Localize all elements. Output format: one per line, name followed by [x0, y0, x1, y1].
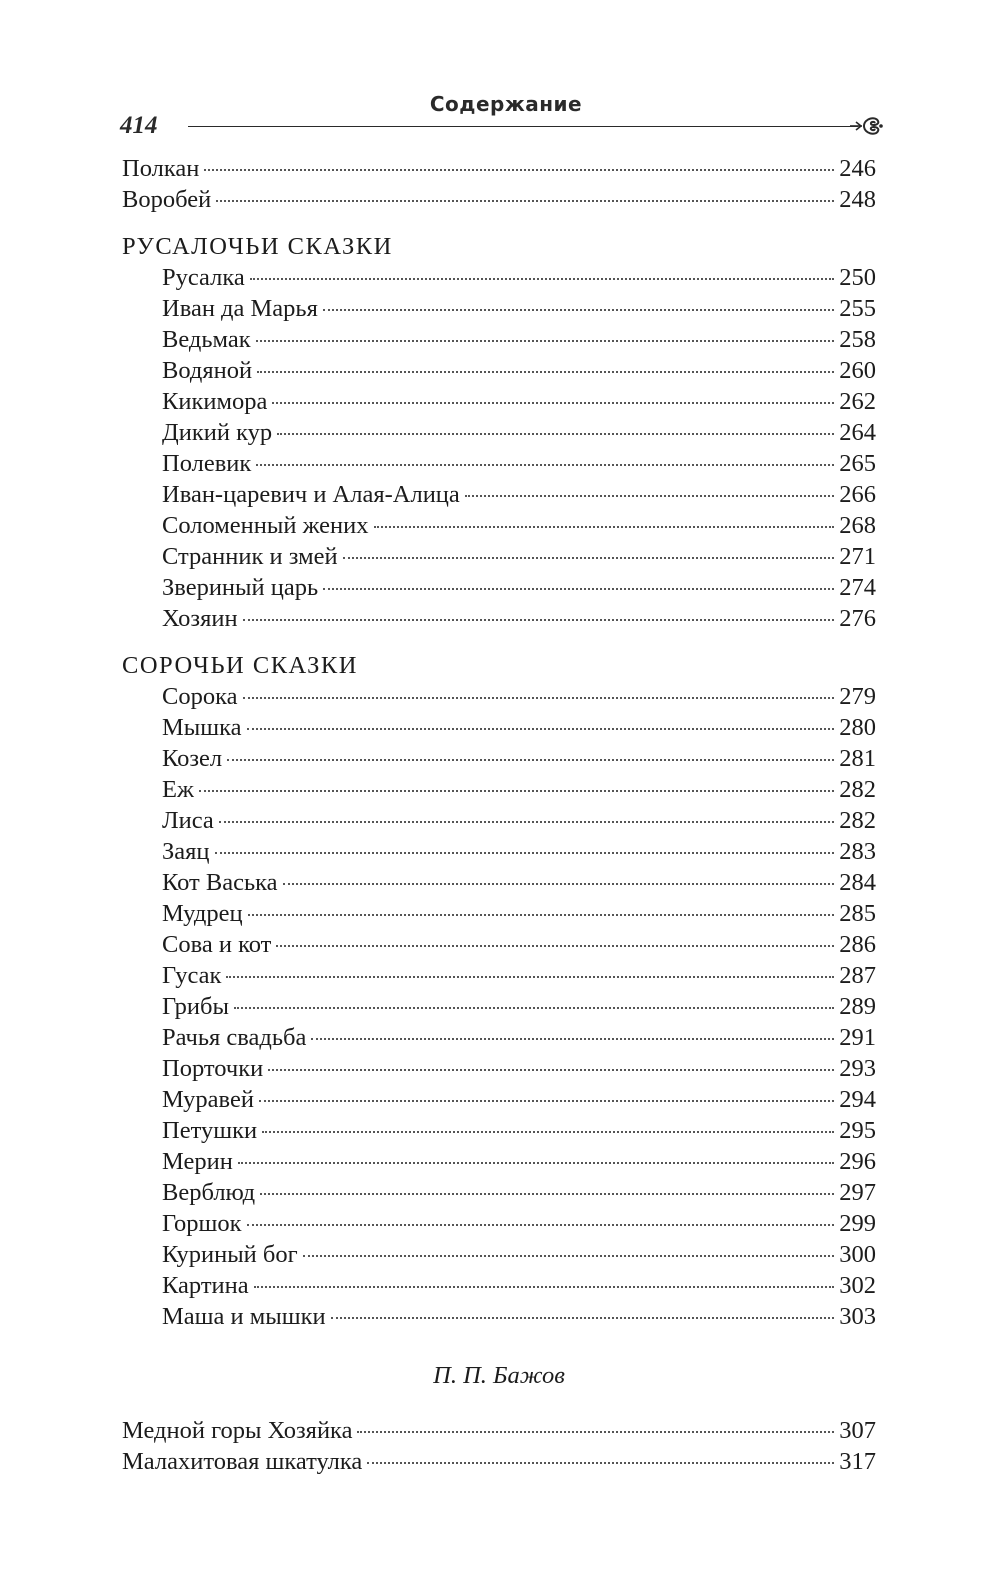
entry-title: Лиса	[162, 807, 214, 834]
entry-page-number: 274	[839, 574, 876, 601]
dot-leader	[256, 464, 834, 466]
entry-title: Петушки	[162, 1117, 258, 1144]
dot-leader	[303, 1255, 835, 1257]
page-header	[120, 88, 892, 146]
toc-entry	[122, 479, 876, 510]
entry-page-number: 291	[839, 1024, 876, 1051]
entry-page-number: 258	[839, 326, 876, 353]
entry-title: Соломенный жених	[162, 512, 369, 539]
entry-title: Дикий кур	[162, 419, 273, 446]
section-heading: СОРОЧЬИ СКАЗКИ	[122, 652, 358, 679]
dot-leader	[357, 1431, 834, 1433]
entry-title: Сова и кот	[162, 931, 272, 958]
header-rule	[188, 126, 858, 127]
dot-leader	[254, 1286, 835, 1288]
toc-entry	[122, 184, 876, 215]
toc-entry	[122, 603, 876, 634]
entry-page-number: 296	[839, 1148, 876, 1175]
entry-title: Картина	[162, 1272, 249, 1299]
dot-leader	[248, 914, 835, 916]
entry-title: Мудрец	[162, 900, 243, 927]
entry-page-number: 266	[839, 481, 876, 508]
entry-page-number: 284	[839, 869, 876, 896]
toc-entry	[122, 1415, 876, 1446]
dot-leader	[219, 821, 834, 823]
dot-leader	[199, 790, 834, 792]
entry-title: Порточки	[162, 1055, 264, 1082]
entry-page-number: 268	[839, 512, 876, 539]
toc-entry	[122, 867, 876, 898]
toc-entry	[122, 1053, 876, 1084]
entry-page-number: 271	[839, 543, 876, 570]
entry-page-number: 276	[839, 605, 876, 632]
entry-page-number: 307	[839, 1417, 876, 1444]
entry-title: Гусак	[162, 962, 222, 989]
dot-leader	[259, 1100, 834, 1102]
entry-title: Грибы	[162, 993, 229, 1020]
entry-title: Мерин	[162, 1148, 233, 1175]
entry-title: Муравей	[162, 1086, 254, 1113]
dot-leader	[374, 526, 835, 528]
dot-leader	[268, 1069, 834, 1071]
entry-title: Заяц	[162, 838, 210, 865]
dot-leader	[260, 1193, 834, 1195]
toc-entry	[122, 1270, 876, 1301]
toc-entry	[122, 1239, 876, 1270]
ornament-icon	[850, 110, 890, 140]
toc-entry	[122, 262, 876, 293]
dot-leader	[277, 433, 834, 435]
dot-leader	[283, 883, 835, 885]
entry-title: Еж	[162, 776, 194, 803]
entry-title: Мышка	[162, 714, 242, 741]
entry-page-number: 283	[839, 838, 876, 865]
dot-leader	[331, 1317, 835, 1319]
entry-page-number: 293	[839, 1055, 876, 1082]
toc-entry	[122, 712, 876, 743]
dot-leader	[227, 759, 834, 761]
entry-page-number: 300	[839, 1241, 876, 1268]
dot-leader	[247, 728, 835, 730]
dot-leader	[323, 588, 834, 590]
running-title: Содержание	[429, 92, 583, 116]
table-of-contents	[122, 153, 876, 1477]
section-heading: РУСАЛОЧЬИ СКАЗКИ	[122, 233, 393, 260]
toc-entry	[122, 991, 876, 1022]
dot-leader	[276, 945, 834, 947]
entry-title: Кикимора	[162, 388, 268, 415]
toc-entry	[122, 1177, 876, 1208]
toc-entry	[122, 324, 876, 355]
toc-entry	[122, 1208, 876, 1239]
dot-leader	[323, 309, 834, 311]
dot-leader	[243, 619, 835, 621]
entry-page-number: 280	[839, 714, 876, 741]
entry-title: Медной горы Хозяйка	[122, 1417, 353, 1444]
toc-entry	[122, 153, 876, 184]
toc-entry	[122, 1146, 876, 1177]
entry-title: Рачья свадьба	[162, 1024, 307, 1051]
toc-entry	[122, 960, 876, 991]
entry-page-number: 303	[839, 1303, 876, 1330]
entry-title: Сорока	[162, 683, 238, 710]
entry-title: Иван да Марья	[162, 295, 318, 322]
entry-page-number: 317	[839, 1448, 876, 1475]
dot-leader	[343, 557, 835, 559]
toc-entry	[122, 510, 876, 541]
toc-entry	[122, 1115, 876, 1146]
dot-leader	[216, 200, 834, 202]
entry-title: Русалка	[162, 264, 245, 291]
entry-page-number: 246	[839, 155, 876, 182]
dot-leader	[311, 1038, 834, 1040]
dot-leader	[257, 371, 834, 373]
dot-leader	[262, 1131, 834, 1133]
entry-title: Маша и мышки	[162, 1303, 326, 1330]
entry-title: Полкан	[122, 155, 200, 182]
dot-leader	[243, 697, 835, 699]
entry-page-number: 282	[839, 807, 876, 834]
toc-entry	[122, 1301, 876, 1332]
toc-entry	[122, 774, 876, 805]
dot-leader	[256, 340, 835, 342]
entry-page-number: 264	[839, 419, 876, 446]
entry-page-number: 281	[839, 745, 876, 772]
toc-entry	[122, 386, 876, 417]
entry-title: Горшок	[162, 1210, 242, 1237]
toc-entry	[122, 1446, 876, 1477]
entry-title: Куриный бог	[162, 1241, 298, 1268]
toc-entry	[122, 572, 876, 603]
entry-title: Звериный царь	[162, 574, 319, 601]
entry-page-number: 299	[839, 1210, 876, 1237]
dot-leader	[238, 1162, 834, 1164]
entry-page-number: 295	[839, 1117, 876, 1144]
entry-page-number: 250	[839, 264, 876, 291]
dot-leader	[226, 976, 834, 978]
entry-title: Странник и змей	[162, 543, 338, 570]
toc-entry	[122, 929, 876, 960]
entry-title: Полевик	[162, 450, 252, 477]
dot-leader	[250, 278, 834, 280]
entry-title: Верблюд	[162, 1179, 256, 1206]
toc-entry	[122, 743, 876, 774]
toc-entry	[122, 293, 876, 324]
toc-entry	[122, 417, 876, 448]
entry-page-number: 294	[839, 1086, 876, 1113]
toc-entry	[122, 448, 876, 479]
dot-leader	[247, 1224, 835, 1226]
entry-page-number: 287	[839, 962, 876, 989]
toc-entry	[122, 1022, 876, 1053]
entry-page-number: 286	[839, 931, 876, 958]
author-heading: П. П. Бажов	[433, 1362, 565, 1389]
toc-entry	[122, 355, 876, 386]
entry-page-number: 255	[839, 295, 876, 322]
entry-title: Иван-царевич и Алая-Алица	[162, 481, 460, 508]
entry-page-number: 282	[839, 776, 876, 803]
page-number: 414	[120, 112, 158, 139]
toc-entry	[122, 805, 876, 836]
dot-leader	[204, 169, 834, 171]
toc-entry	[122, 898, 876, 929]
entry-page-number: 285	[839, 900, 876, 927]
entry-page-number: 262	[839, 388, 876, 415]
entry-title: Хозяин	[162, 605, 238, 632]
toc-entry	[122, 836, 876, 867]
entry-title: Кот Васька	[162, 869, 278, 896]
entry-page-number: 297	[839, 1179, 876, 1206]
entry-page-number: 279	[839, 683, 876, 710]
entry-page-number: 265	[839, 450, 876, 477]
entry-title: Козел	[162, 745, 223, 772]
toc-entry	[122, 1084, 876, 1115]
entry-title: Малахитовая шкатулка	[122, 1448, 363, 1475]
dot-leader	[215, 852, 835, 854]
toc-entry	[122, 541, 876, 572]
entry-title: Водяной	[162, 357, 253, 384]
dot-leader	[465, 495, 834, 497]
dot-leader	[234, 1007, 834, 1009]
entry-title: Ведьмак	[162, 326, 251, 353]
dot-leader	[367, 1462, 834, 1464]
entry-page-number: 248	[839, 186, 876, 213]
entry-page-number: 302	[839, 1272, 876, 1299]
entry-title: Воробей	[122, 186, 212, 213]
entry-page-number: 289	[839, 993, 876, 1020]
dot-leader	[272, 402, 834, 404]
entry-page-number: 260	[839, 357, 876, 384]
toc-entry	[122, 681, 876, 712]
